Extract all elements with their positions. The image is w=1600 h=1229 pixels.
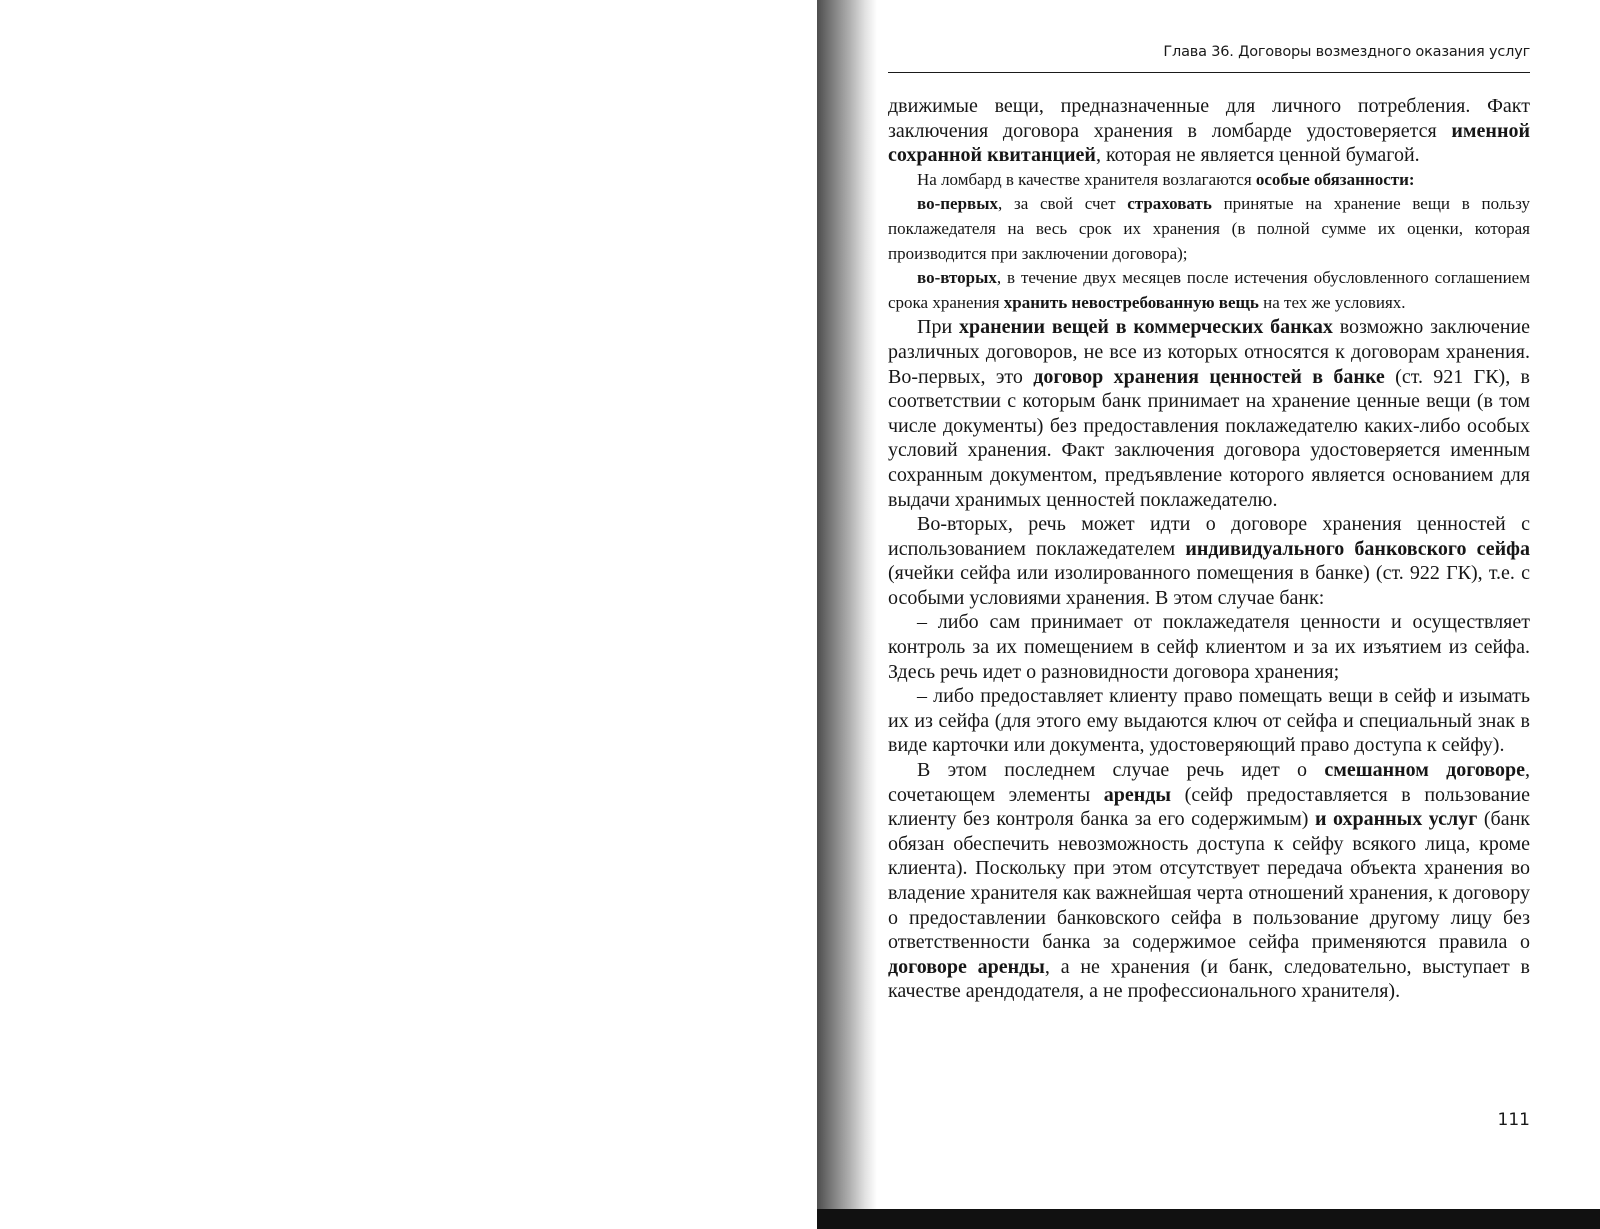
text-run: (банк обязан обеспечить невозможность доступа к сейфу всякого лица, кроме клиента). Поскольку при этом отсутствует передача объекта хранения во владение хранителя как важнейшая черта отношений хранения, к договору о предоставлении банковского сейфа в пользование другому лицу без ответственности банка за содержимое сейфа применяются правила о — [888, 808, 1531, 954]
text-run: (сейф предоставляется в пользование клиенту без контроля банка за его содержимым) — [888, 783, 1530, 831]
running-head: Глава 36. Договоры возмездного оказания услуг — [1163, 44, 1530, 60]
binding-shadow — [817, 0, 877, 1209]
text-run: На ломбард в качестве хранителя возлагаются — [917, 169, 1256, 189]
text-run: , сочетающем элементы — [888, 759, 1531, 806]
bold-term: смешанном договоре — [1324, 759, 1526, 782]
paragraph-pawnshop-duties — [888, 168, 1530, 193]
paragraph-second-duty — [888, 266, 1530, 315]
header-rule — [888, 72, 1530, 73]
bold-term: и охранных услуг — [1314, 808, 1478, 831]
paragraph-mixed-contract — [888, 758, 1530, 1004]
text-run: , за свой счет — [997, 194, 1128, 214]
paragraph-bank-safe — [888, 512, 1530, 610]
text-run: – либо сам принимает от поклажедателя ценности и осуществляет контроль за их помещением в сейф клиентом и за их изъятием из сейфа. Здесь речь идет о разновидности договора хранения; — [888, 611, 1530, 683]
text-run: В этом последнем случае речь идет о — [917, 759, 1325, 782]
bold-term: во-вторых — [917, 268, 997, 288]
scan-edge — [817, 1209, 1600, 1229]
paragraph-option-one — [888, 610, 1530, 684]
bold-term: во-первых — [917, 194, 998, 214]
text-run: возможно заключение различных договоров, не все из которых относятся к договорам хранения. Во-первых, это — [888, 316, 1530, 388]
text-run: – либо предоставляет клиенту право помещать вещи в сейф и изымать их из сейфа (для этого ему выдаются ключ от сейфа и специальный знак в виде карточки или документа, удостоверяющий право доступа к сейфу). — [888, 685, 1530, 757]
bold-term: индивидуального банковского сейфа — [1185, 537, 1530, 560]
bold-term: хранении вещей в коммерческих банках — [958, 316, 1333, 339]
text-run: (ст. 921 ГК), в соответствии с которым банк принимает на хранение ценные вещи (в том числе документы) без предоставления поклажедателю каких-либо особых условий хранения. Факт заключения договора удостоверяется именным сохранным документом, предъявление которого является основанием для выдачи хранимых ценностей поклажедателю. — [888, 365, 1531, 511]
text-run: движимые вещи, предназначенные для личного потребления. Факт заключения договора хранения в ломбарде удостоверяется — [888, 95, 1530, 142]
text-run: принятые на хранение вещи в пользу поклажедателя на весь срок их хранения (в полной сумме их оценки, которая производится при заключении договора); — [888, 194, 1530, 263]
page-number: 111 — [1497, 1110, 1530, 1130]
paragraph-bank-storage — [888, 315, 1530, 512]
bold-term: договор хранения ценностей в банке — [1033, 365, 1385, 388]
bold-term: страховать — [1127, 194, 1212, 214]
bold-term: именной сохранной квитанцией — [888, 119, 1530, 167]
body-text — [888, 94, 1530, 1004]
text-run: , в течение двух месяцев после истечения обусловленного соглашением срока хранения — [888, 268, 1530, 312]
paragraph-option-two — [888, 684, 1530, 758]
bold-term: договоре аренды — [888, 955, 1045, 978]
text-run: , а не хранения (и банк, следовательно, выступает в качестве арендодателя, а не профессионального хранителя). — [888, 955, 1530, 1003]
bold-term: хранить невостребованную вещь — [1003, 292, 1259, 312]
text-run: Во-вторых, речь может идти о договоре хранения ценностей с использованием поклажедателем — [888, 513, 1530, 560]
text-run: (ячейки сейфа или изолированного помещения в банке) (ст. 922 ГК), т.е. с особыми условиями хранения. В этом случае банк: — [888, 562, 1530, 609]
bold-term: аренды — [1103, 783, 1172, 806]
text-run: , которая не является ценной бумагой. — [1095, 144, 1420, 167]
paragraph-first-duty — [888, 192, 1530, 266]
bold-term: особые обязанности: — [1255, 169, 1415, 189]
paragraph-pawnshop-receipt — [888, 94, 1530, 168]
text-run: При — [917, 316, 959, 339]
text-run: на тех же условиях. — [1258, 292, 1406, 312]
